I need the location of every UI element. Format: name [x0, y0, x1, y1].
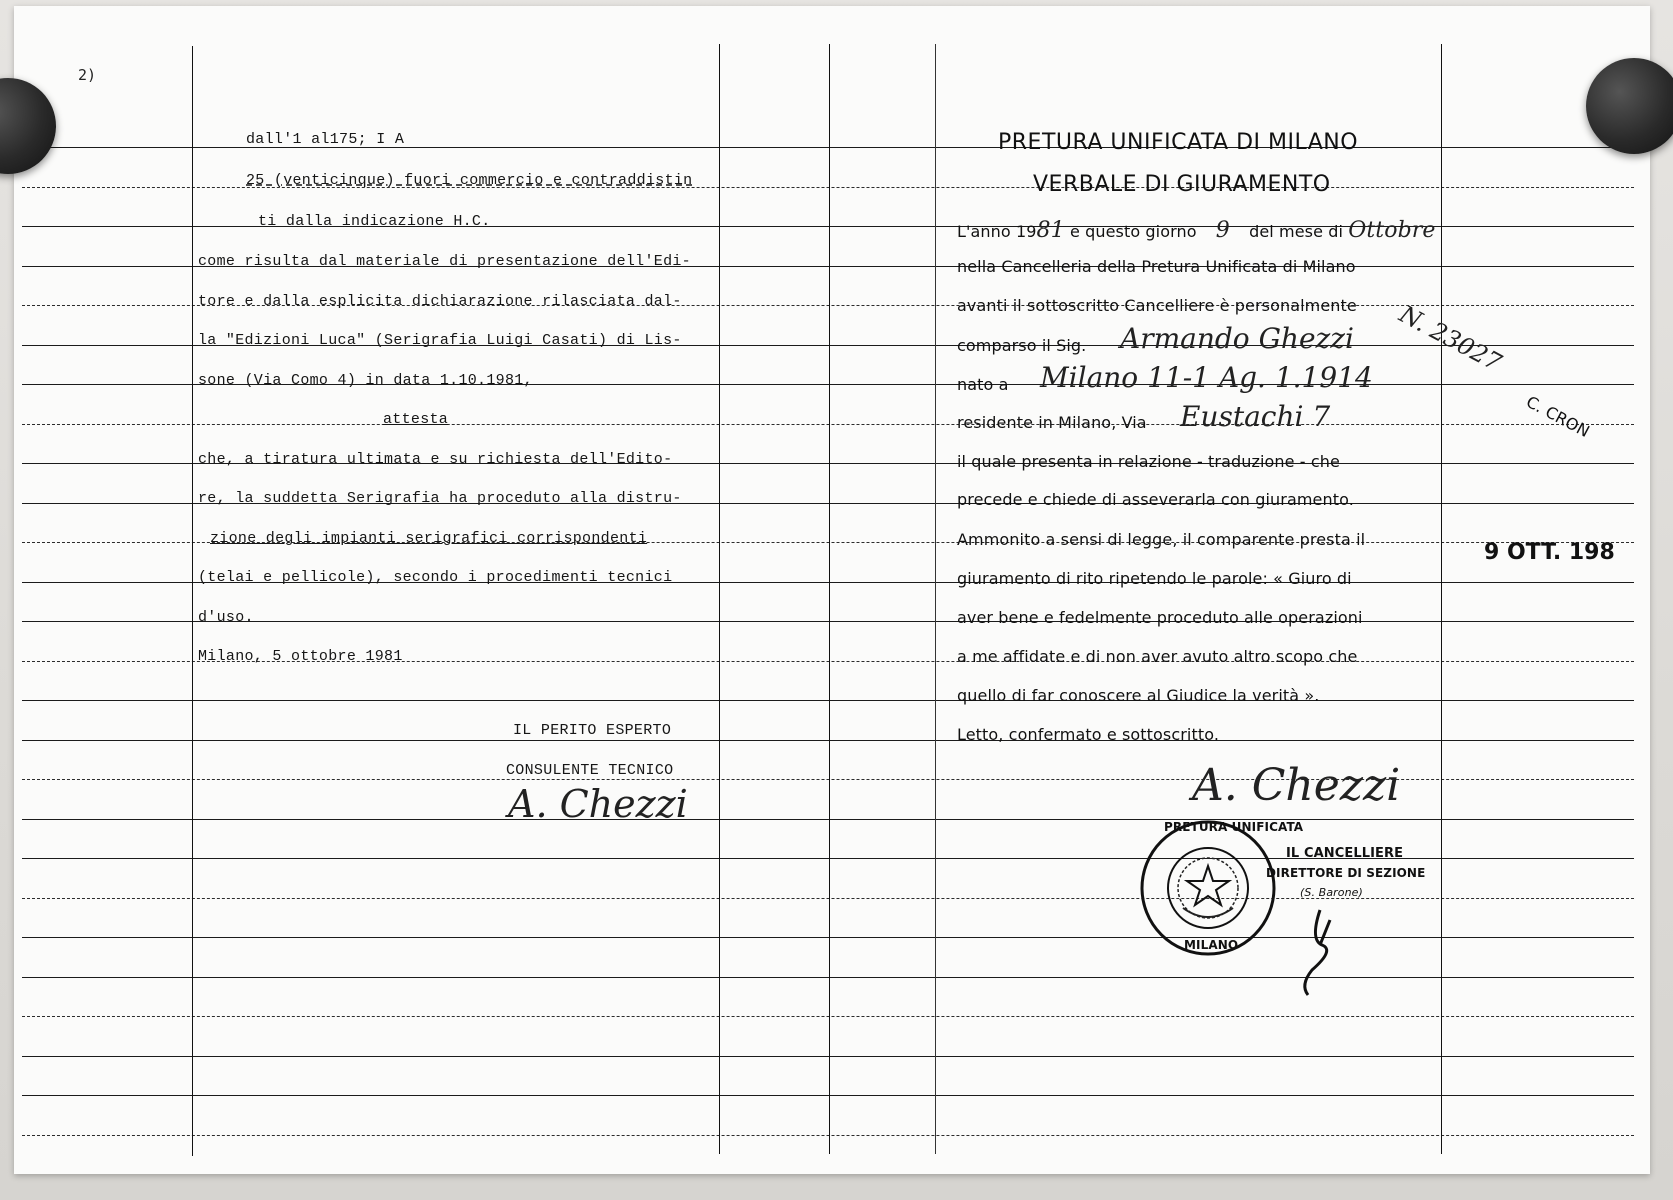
left-signature: A. Chezzi	[508, 782, 688, 826]
ruled-line	[22, 621, 1634, 622]
ruled-line	[22, 740, 1634, 741]
seal-graphic	[1138, 818, 1278, 958]
typed-line: sone (Via Como 4) in data 1.10.1981,	[198, 372, 533, 389]
form-line: avanti il sottoscritto Cancelliere è personalmente	[957, 296, 1357, 315]
right-margin-line	[1441, 44, 1442, 1154]
ruled-line	[22, 937, 1634, 938]
seal-bottom-text: MILANO	[1184, 938, 1239, 952]
initials-scribble	[1290, 900, 1350, 1000]
form-line: quello di far conoscere al Giudice la verità ».	[957, 686, 1320, 705]
page-number: 2)	[78, 66, 97, 84]
hand-ref-number: N. 23027	[1394, 300, 1507, 377]
ruled-line	[22, 977, 1634, 978]
form-line: aver bene e fedelmente proceduto alle operazioni	[957, 608, 1363, 627]
typed-line: Milano, 5 ottobre 1981	[198, 648, 403, 665]
form-line: nella Cancelleria della Pretura Unificata di Milano	[957, 257, 1356, 276]
cancelliere-name: (S. Barone)	[1300, 886, 1363, 899]
form-line: Ammonito a sensi di legge, il comparente presta il	[957, 530, 1366, 549]
form-line: comparso il Sig.	[957, 336, 1087, 355]
form-text: L'anno 19	[957, 222, 1037, 241]
typed-line: come risulta dal materiale di presentazione dell'Edi-	[198, 253, 691, 270]
attesta-heading: attesta	[383, 411, 449, 428]
form-line: a me affidate e di non aver avuto altro scopo che	[957, 647, 1358, 666]
typed-line: la "Edizioni Luca" (Serigrafia Luigi Casati) di Lis-	[198, 332, 682, 349]
hand-street: Eustachi 7	[1180, 400, 1331, 433]
fold-line	[829, 44, 830, 1154]
typed-line: dall'1 al175; I A	[246, 131, 405, 148]
date-stamp: 9 OTT. 198	[1484, 540, 1615, 565]
right-signature: A. Chezzi	[1192, 760, 1401, 811]
cancelliere-title: IL CANCELLIERE	[1286, 846, 1404, 861]
center-left-line	[719, 44, 720, 1154]
typed-line: tore e dalla esplicita dichiarazione rilasciata dal-	[198, 293, 682, 310]
typed-line: ti dalla indicazione H.C.	[258, 213, 491, 230]
form-line-1	[957, 218, 1436, 243]
hand-day: 9	[1215, 218, 1230, 243]
seal-top-text: PRETURA UNIFICATA	[1164, 820, 1304, 834]
ruled-line	[22, 1016, 1634, 1017]
direttore-title: DIRETTORE DI SEZIONE	[1266, 866, 1426, 880]
form-line: giuramento di rito ripetendo le parole: « Giuro di	[957, 569, 1352, 588]
ruled-line	[22, 898, 1634, 899]
typed-line: (telai e pellicole), secondo i procedimenti tecnici	[198, 569, 673, 586]
hand-name: Armando Ghezzi	[1120, 322, 1354, 355]
left-margin-line	[192, 46, 193, 1156]
typed-line: zione degli impianti serigrafici corrispondenti	[210, 530, 648, 547]
form-text: e questo giorno	[1069, 222, 1197, 241]
right-magnet	[1586, 58, 1673, 154]
typed-line: che, a tiratura ultimata e su richiesta dell'Edito-	[198, 451, 673, 468]
hand-year: 81	[1036, 218, 1065, 243]
perito-title: IL PERITO ESPERTO	[513, 722, 672, 739]
ruled-line	[22, 1056, 1634, 1057]
ruled-line	[22, 1135, 1634, 1136]
consulente-title: CONSULENTE TECNICO	[506, 762, 674, 779]
court-seal	[1138, 818, 1304, 958]
hand-month: Ottobre	[1348, 218, 1436, 243]
ruled-line	[22, 424, 1634, 425]
form-title-1: PRETURA UNIFICATA DI MILANO	[998, 130, 1359, 155]
form-line: nato a	[957, 375, 1009, 394]
form-title-2: VERBALE DI GIURAMENTO	[1033, 172, 1331, 197]
typed-line: d'uso.	[198, 609, 254, 626]
ref-tail: C. CRON	[1523, 392, 1593, 442]
typed-line: re, la suddetta Serigrafia ha proceduto alla distru-	[198, 490, 682, 507]
typed-line: 25 (venticinque) fuori commercio e contraddistin	[246, 172, 693, 189]
form-line: il quale presenta in relazione - traduzione - che	[957, 452, 1340, 471]
ruled-line	[22, 1095, 1634, 1096]
ruled-line	[22, 700, 1634, 701]
ruled-line	[22, 819, 1634, 820]
form-text: del mese di	[1249, 222, 1344, 241]
hand-birth: Milano 11-1 Ag. 1.1914	[1040, 361, 1373, 394]
form-line: Letto, confermato e sottoscritto.	[957, 725, 1220, 744]
center-right-line	[935, 44, 936, 1154]
form-line: precede e chiede di asseverarla con giuramento.	[957, 490, 1354, 509]
form-line: residente in Milano, Via	[957, 413, 1147, 432]
